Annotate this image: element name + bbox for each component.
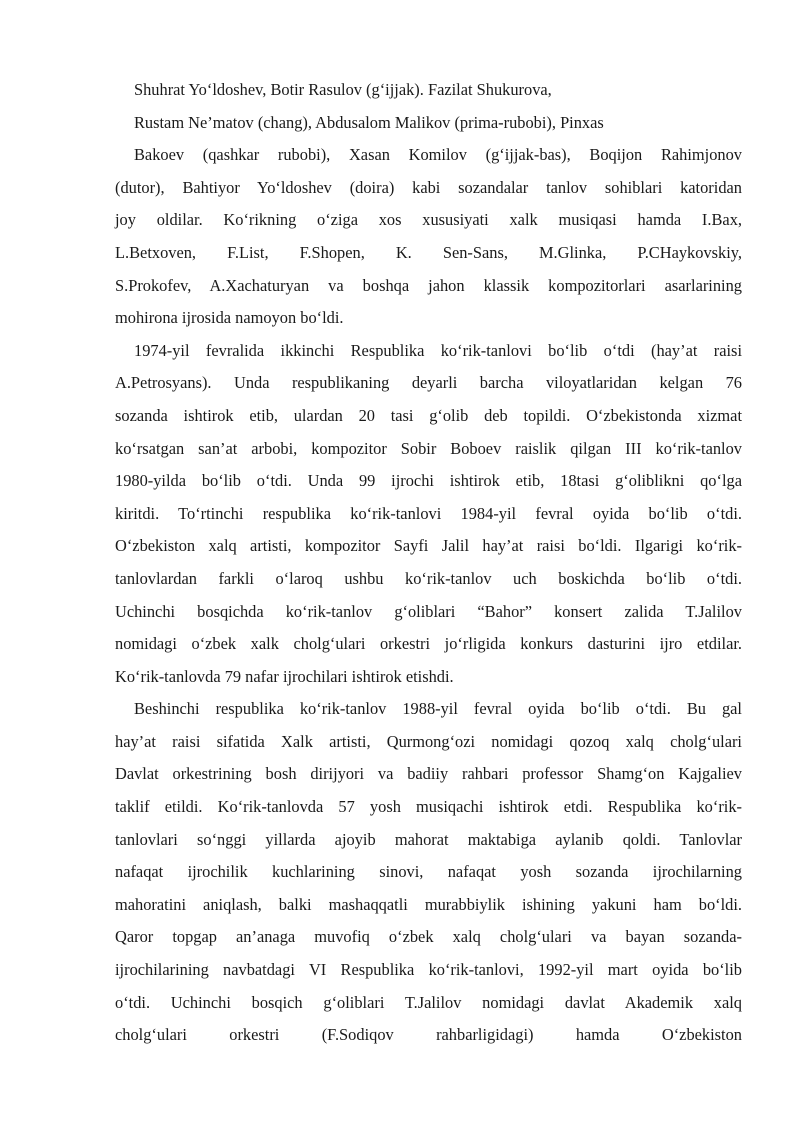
text-line: Shuhrat Yo‘ldoshev, Botir Rasulov (g‘ijjak). Fazilat Shukurova, (134, 80, 552, 99)
text-line: nafaqat ijrochilik kuchlarining sinovi, nafaqat yosh sozanda ijrochilarning (115, 862, 742, 882)
text-line: mohirona ijrosida namoyon bo‘ldi. (115, 308, 344, 328)
text-line: taklif etildi. Ko‘rik-tanlovda 57 yosh musiqachi ishtirok etdi. Respublika ko‘rik- (115, 797, 742, 817)
text-line: S.Prokofev, A.Xachaturyan va boshqa jahon klassik kompozitorlari asarlarining (115, 275, 742, 295)
text-line: O‘zbekiston xalq artisti, kompozitor Sayfi Jalil hay’at raisi bo‘ldi. Ilgarigi ko‘rik- (115, 536, 742, 556)
text-line: L.Betxoven, F.List, F.Shopen, K. Sen-Sans, M.Glinka, P.CHaykovskiy, (115, 242, 742, 262)
text-line: Bakoev (qashkar rubobi), Xasan Komilov (g‘ijjak-bas), Boqijon Rahimjonov (134, 145, 742, 165)
document-page (115, 74, 742, 1052)
text-line: Uchinchi bosqichda ko‘rik-tanlov g‘oliblari “Bahor” konsert zalida T.Jalilov (115, 601, 742, 621)
text-line: cholg‘ulari orkestri (F.Sodiqov rahbarligidagi) hamda O‘zbekiston (115, 1025, 742, 1045)
text-line: kiritdi. To‘rtinchi respublika ko‘rik-tanlovi 1984-yil fevral oyida bo‘lib o‘tdi. (115, 503, 742, 523)
text-line: sozanda ishtirok etib, ulardan 20 tasi g‘olib deb topildi. O‘zbekistonda xizmat (115, 405, 742, 425)
text-line: 1980-yilda bo‘lib o‘tdi. Unda 99 ijrochi ishtirok etib, 18tasi g‘oliblikni qo‘lga (115, 471, 742, 491)
text-line: nomidagi o‘zbek xalk cholg‘ulari orkestri jo‘rligida konkurs dasturini ijro etdilar. (115, 634, 742, 654)
text-line: ko‘rsatgan san’at arbobi, kompozitor Sobir Boboev raislik qilgan III ko‘rik-tanlov (115, 438, 742, 458)
text-line: mahoratini aniqlash, balki mashaqqatli murabbiylik ishining yakuni ham bo‘ldi. (115, 894, 742, 914)
text-line: tanlovlardan farkli o‘laroq ushbu ko‘rik-tanlov uch boskichda bo‘lib o‘tdi. (115, 568, 742, 588)
text-line: Ko‘rik-tanlovda 79 nafar ijrochilari ishtirok etishdi. (115, 666, 454, 686)
text-line: joy oldilar. Ko‘rikning o‘ziga xos xususiyati xalk musiqasi hamda I.Bax, (115, 210, 742, 230)
text-line: Beshinchi respublika ko‘rik-tanlov 1988-yil fevral oyida bo‘lib o‘tdi. Bu gal (134, 699, 742, 719)
text-line: Qaror topgap an’anaga muvofiq o‘zbek xalq cholg‘ulari va bayan sozanda- (115, 927, 742, 947)
text-line: ijrochilarining navbatdagi VI Respublika ko‘rik-tanlovi, 1992-yil mart oyida bo‘lib (115, 960, 742, 980)
text-line: Rustam Ne’matov (chang), Abdusalom Malikov (prima-rubobi), Pinxas (134, 112, 604, 132)
text-line: A.Petrosyans). Unda respublikaning deyarli barcha viloyatlaridan kelgan 76 (115, 373, 742, 393)
text-line: 1974-yil fevralida ikkinchi Respublika ko‘rik-tanlovi bo‘lib o‘tdi (hay’at raisi (134, 340, 742, 360)
text-line: (dutor), Bahtiyor Yo‘ldoshev (doira) kabi sozandalar tanlov sohiblari katoridan (115, 177, 742, 197)
text-line: Davlat orkestrining bosh dirijyori va badiiy rahbari professor Shamg‘on Kajgaliev (115, 764, 742, 784)
text-line: tanlovlari so‘nggi yillarda ajoyib mahorat maktabiga aylanib qoldi. Tanlovlar (115, 829, 742, 849)
text-line: o‘tdi. Uchinchi bosqich g‘oliblari T.Jalilov nomidagi davlat Akademik xalq (115, 992, 742, 1012)
text-line: hay’at raisi sifatida Xalk artisti, Qurmong‘ozi nomidagi qozoq xalq cholg‘ulari (115, 731, 742, 751)
